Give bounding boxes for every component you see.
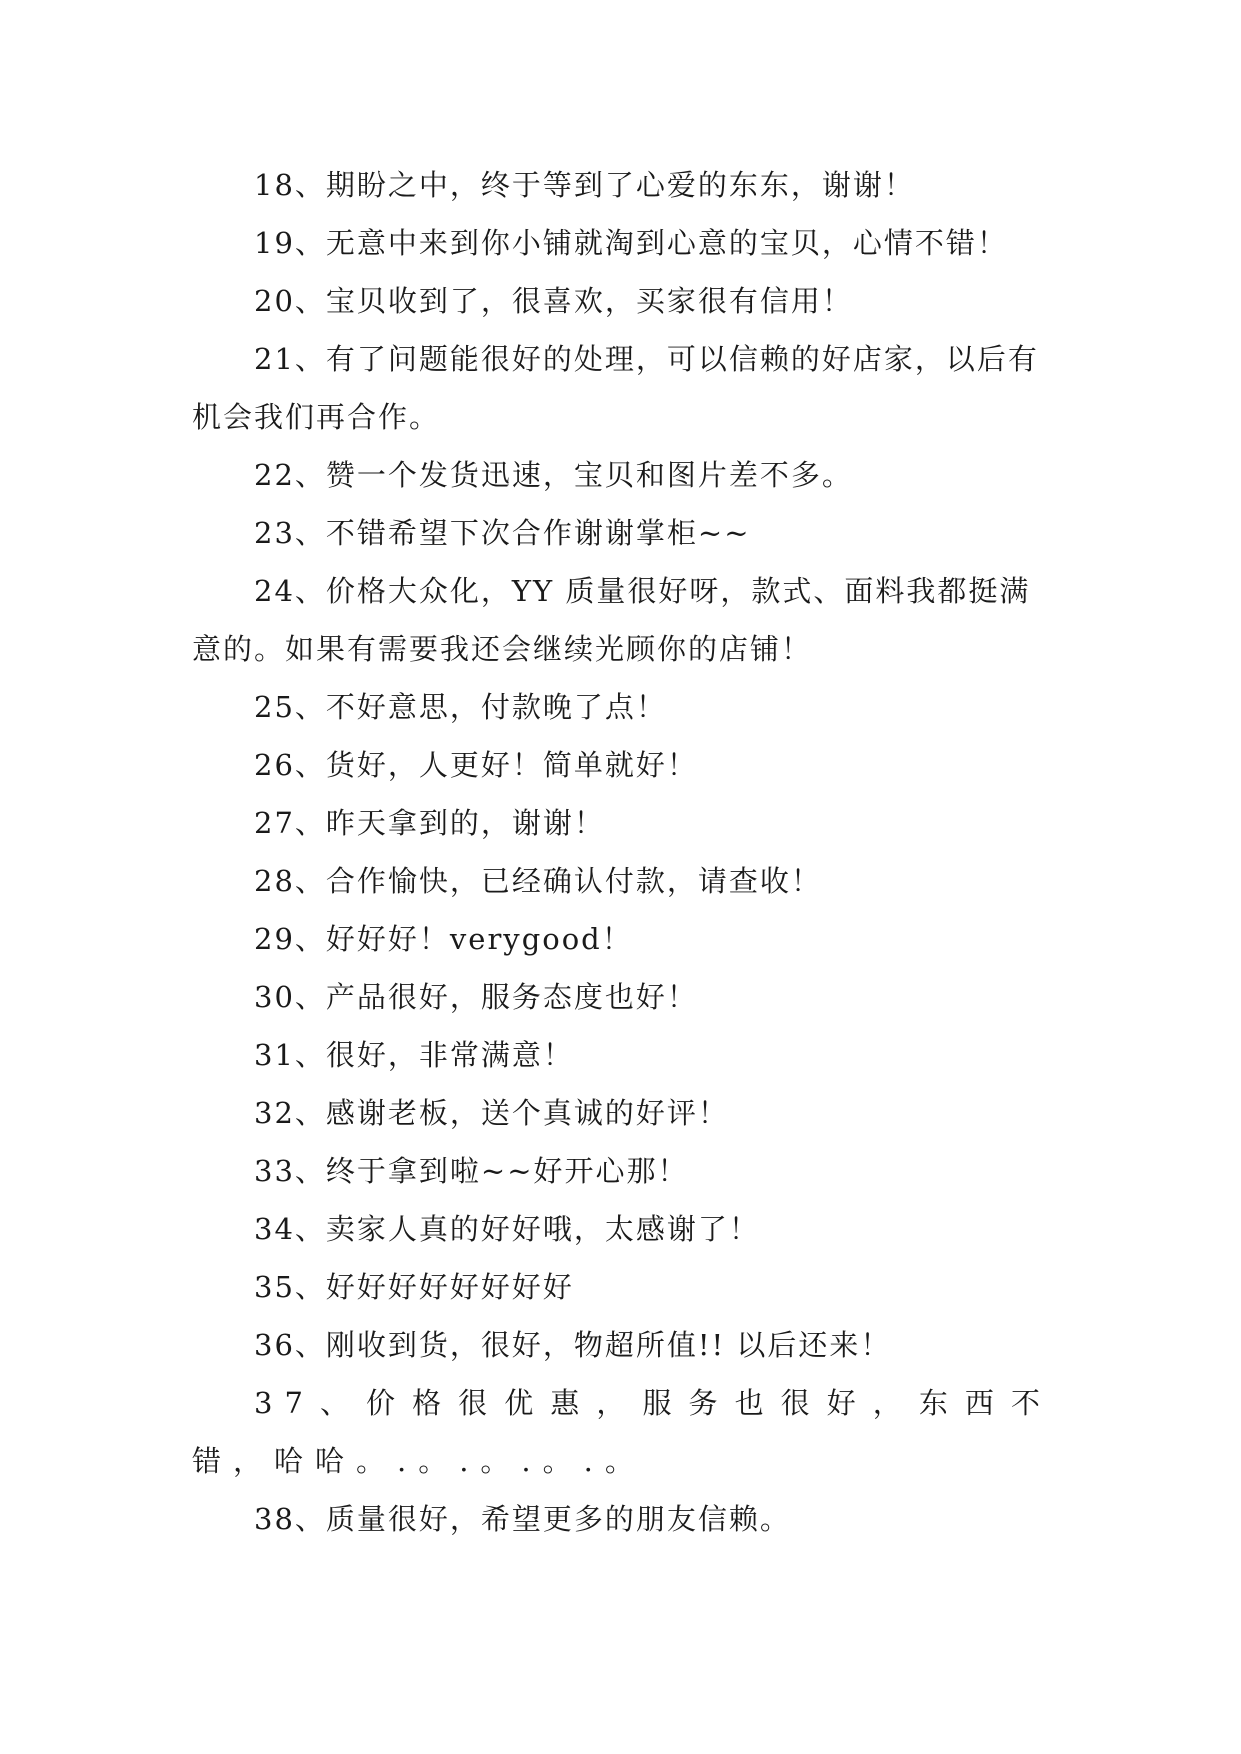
- list-item: 23、不错希望下次合作谢谢掌柜~~: [254, 516, 751, 550]
- list-item: 28、合作愉快，已经确认付款，请查收！: [254, 864, 822, 898]
- list-item: 30、产品很好，服务态度也好！: [254, 980, 698, 1014]
- list-item: 24、价格大众化，YY 质量很好呀，款式、面料我都挺满意的。如果有需要我还会继续光顾你的店铺！: [192, 574, 1031, 666]
- list-item: 37、价格很优惠，服务也很好，东西不错，哈哈。.。.。.。.。: [192, 1386, 1052, 1478]
- list-item: 35、好好好好好好好好: [254, 1270, 574, 1304]
- list-item: 21、有了问题能很好的处理，可以信赖的好店家，以后有机会我们再合作。: [192, 342, 1039, 434]
- list-item: 29、好好好！verygood！: [254, 922, 633, 956]
- list-item: 36、刚收到货，很好，物超所值!! 以后还来！: [254, 1328, 892, 1362]
- list-item: 32、感谢老板，送个真诚的好评！: [254, 1096, 729, 1130]
- list-item: 26、货好，人更好！简单就好！: [254, 748, 698, 782]
- list-item: 22、赞一个发货迅速，宝贝和图片差不多。: [254, 458, 853, 492]
- review-list: [192, 156, 1052, 1548]
- list-item: 27、昨天拿到的，谢谢！: [254, 806, 605, 840]
- list-item: 33、终于拿到啦~~好开心那！: [254, 1154, 689, 1188]
- list-item: 19、无意中来到你小铺就淘到心意的宝贝，心情不错！: [254, 226, 1008, 260]
- list-item: 38、质量很好，希望更多的朋友信赖。: [254, 1502, 791, 1536]
- list-item: 34、卖家人真的好好哦，太感谢了！: [254, 1212, 760, 1246]
- list-item: 18、期盼之中，终于等到了心爱的东东，谢谢！: [254, 168, 915, 202]
- list-item: 25、不好意思，付款晚了点！: [254, 690, 667, 724]
- list-item: 31、很好，非常满意！: [254, 1038, 574, 1072]
- list-item: 20、宝贝收到了，很喜欢，买家很有信用！: [254, 284, 853, 318]
